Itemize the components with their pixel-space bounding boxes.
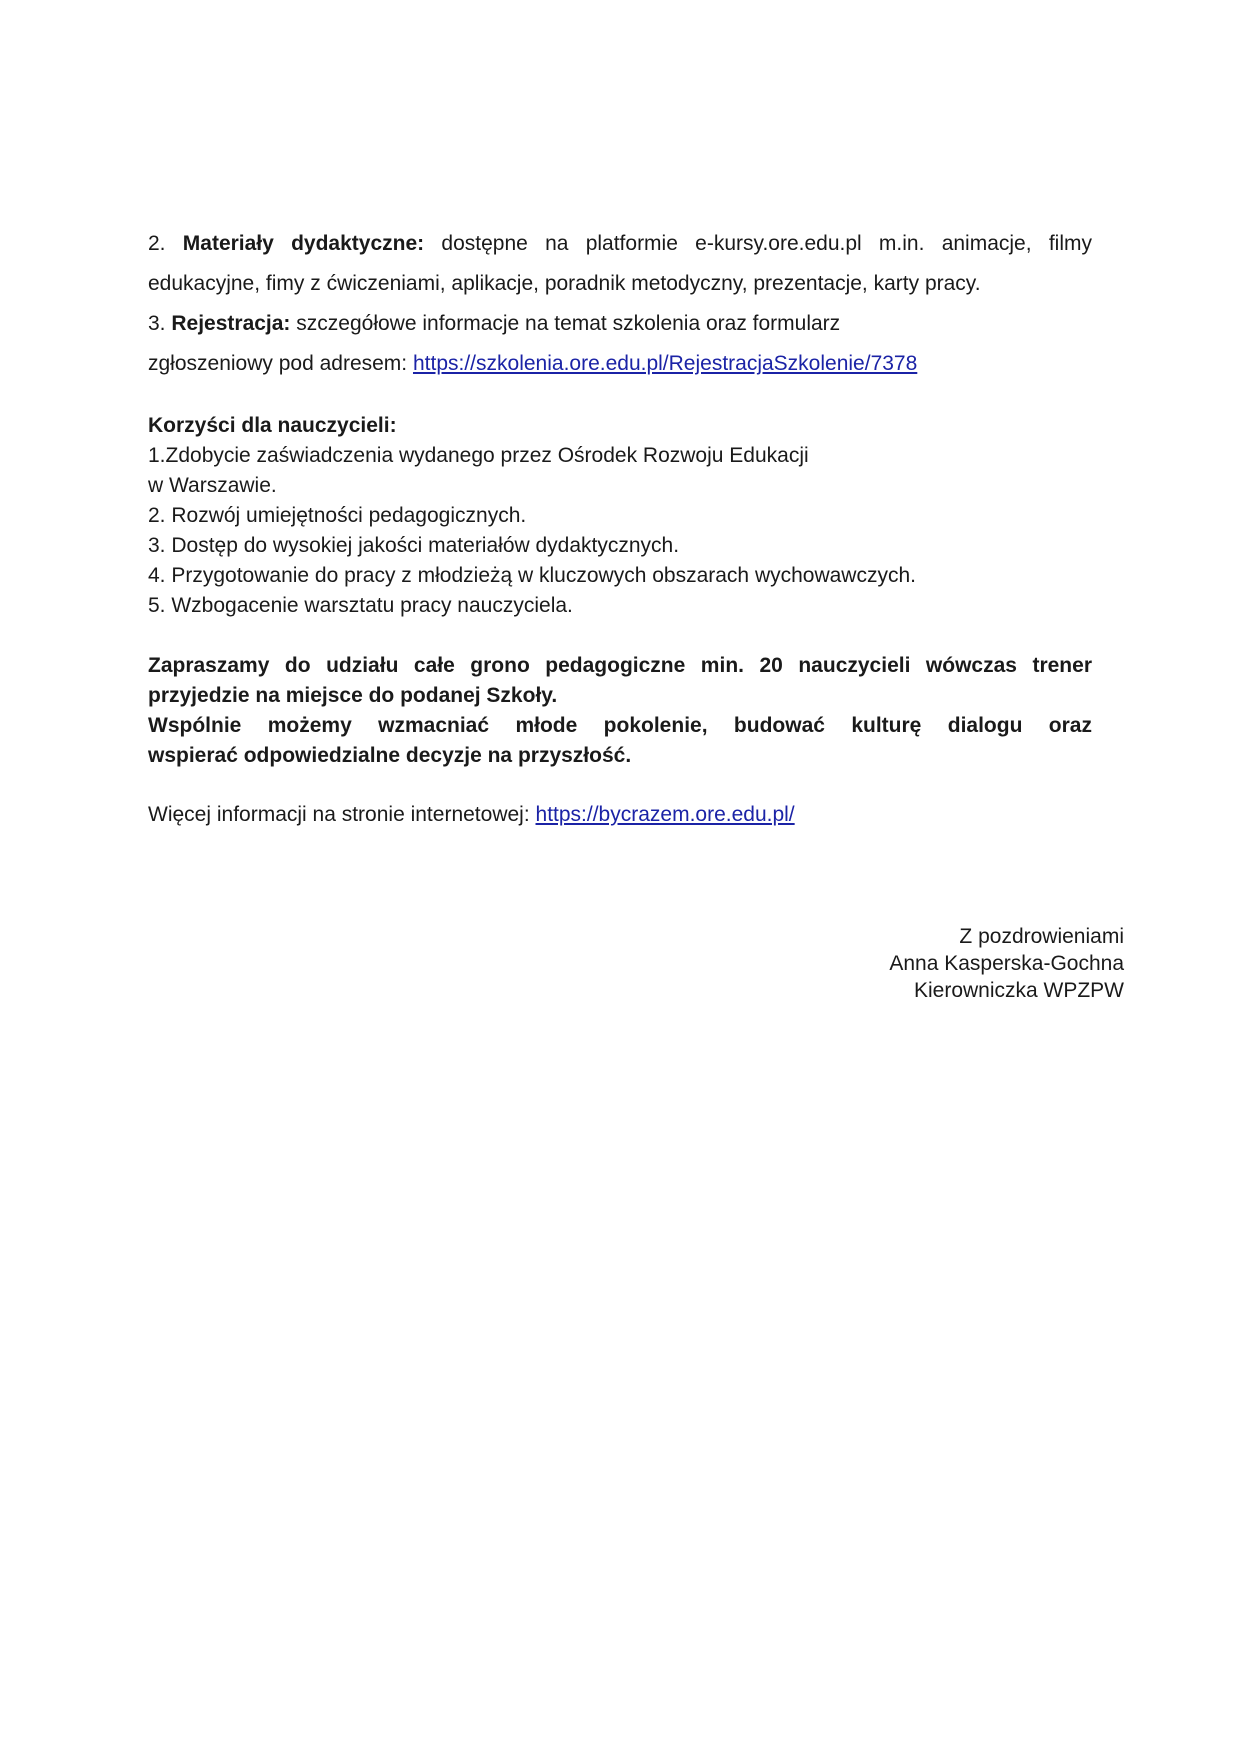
registration-text-line1: szczegółowe informacje na temat szkolenia oraz formularz <box>296 312 841 335</box>
signature-title: Kierowniczka WPZPW <box>913 979 1124 1002</box>
benefit-item: 4. Przygotowanie do pracy z młodzieżą w kluczowych obszarach wychowawczych. <box>148 564 916 587</box>
materials-paragraph <box>148 224 1092 264</box>
benefits-section <box>148 411 1092 621</box>
benefit-item: 5. Wzbogacenie warsztatu pracy nauczyciela. <box>148 594 573 617</box>
invite-line-3: Wspólnie możemy wzmacniać młode pokolenie, budować kulturę dialogu oraz <box>148 714 1092 737</box>
registration-text-line2: zgłoszeniowy pod adresem: <box>148 352 408 375</box>
benefit-item: 1.Zdobycie zaświadczenia wydanego przez Ośrodek Rozwoju Edukacji <box>148 444 809 467</box>
materials-text-line2: edukacyjne, fimy z ćwiczeniami, aplikacje, poradnik metodyczny, prezentacje, karty pracy. <box>148 272 981 295</box>
materials-text-line1: dostępne na platformie e-kursy.ore.edu.pl m.in. animacje, filmy <box>441 232 1092 255</box>
materials-label: Materiały dydaktyczne: <box>182 232 425 255</box>
registration-label: Rejestracja: <box>171 312 291 335</box>
invite-line-1: Zapraszamy do udziału całe grono pedagogiczne min. 20 nauczycieli wówczas trener <box>148 654 1092 677</box>
benefit-item: 3. Dostęp do wysokiej jakości materiałów dydaktycznych. <box>148 534 680 557</box>
benefit-item: 2. Rozwój umiejętności pedagogicznych. <box>148 504 527 527</box>
invite-section <box>148 651 1092 771</box>
benefits-heading: Korzyści dla nauczycieli: <box>148 414 397 437</box>
signature-greeting: Z pozdrowieniami <box>959 925 1124 948</box>
signature-name: Anna Kasperska-Gochna <box>889 952 1124 975</box>
benefit-item: w Warszawie. <box>148 474 277 497</box>
more-info-text: Więcej informacji na stronie internetowej: <box>148 803 530 826</box>
invite-line-4: wspierać odpowiedzialne decyzje na przyszłość. <box>148 744 632 767</box>
registration-paragraph <box>148 304 1092 344</box>
materials-number: 2. <box>148 232 166 255</box>
registration-link[interactable]: https://szkolenia.ore.edu.pl/RejestracjaSzkolenie/7378 <box>412 352 918 375</box>
invite-line-2: przyjedzie na miejsce do podanej Szkoły. <box>148 684 558 707</box>
registration-paragraph-cont <box>148 344 1092 384</box>
materials-paragraph-cont <box>148 264 1092 304</box>
letter-body <box>148 224 1092 830</box>
more-info-link[interactable]: https://bycrazem.ore.edu.pl/ <box>535 803 795 826</box>
signature-block <box>889 923 1124 1004</box>
more-info-section <box>148 800 1092 830</box>
registration-number: 3. <box>148 312 166 335</box>
